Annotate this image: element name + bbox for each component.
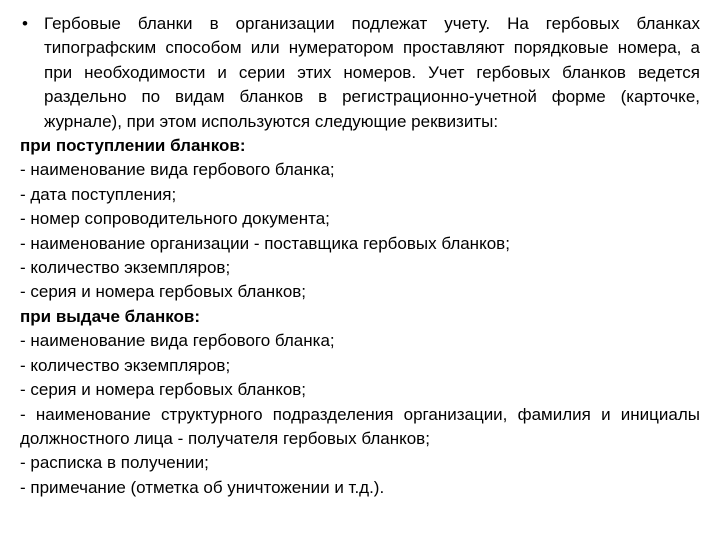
issue-item: - наименование вида гербового бланка;: [20, 331, 335, 351]
bullet-icon: •: [22, 14, 28, 33]
receipt-item: - количество экземпляров;: [20, 258, 231, 278]
intro-text: Гербовые бланки в организации подлежат учету. На гербовых бланках типографским способом или нумератором проставляют порядковые номера, а при необходимости и серии этих номеров. Учет гербовых бланков ведется раздельно по видам бланков в регистрационно-учетной форме (карточке, журнале), при этом используются следующие реквизиты:: [44, 14, 700, 131]
receipt-item: - номер сопроводительного документа;: [20, 209, 330, 229]
issue-item: - серия и номера гербовых бланков;: [20, 380, 307, 400]
receipt-list: [20, 158, 700, 304]
issue-heading: при выдаче бланков:: [20, 306, 201, 326]
receipt-item: - наименование организации - поставщика гербовых бланков;: [20, 233, 510, 253]
issue-item: - наименование структурного подразделения организации, фамилия и инициалы должностного лица - получателя гербовых бланков;: [20, 404, 700, 448]
receipt-item: - наименование вида гербового бланка;: [20, 160, 335, 180]
intro-paragraph: [20, 12, 700, 134]
issue-item: - примечание (отметка об уничтожении и т.д.).: [20, 477, 385, 497]
issue-list: [20, 329, 700, 500]
receipt-item: - серия и номера гербовых бланков;: [20, 282, 307, 302]
issue-item: - количество экземпляров;: [20, 355, 231, 375]
issue-item: - расписка в получении;: [20, 453, 209, 473]
receipt-item: - дата поступления;: [20, 184, 177, 204]
receipt-heading: при поступлении бланков:: [20, 136, 246, 156]
